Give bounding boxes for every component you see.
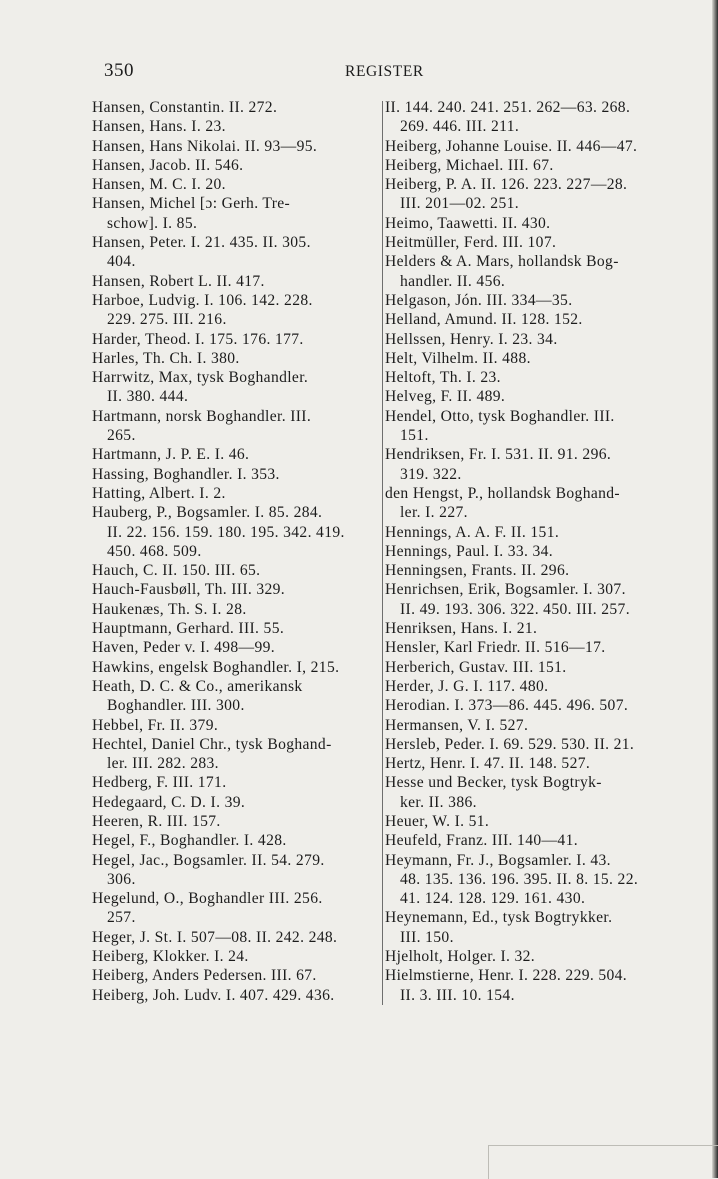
index-entry-line: Hendel, Otto, tysk Boghandler. III.: [385, 407, 615, 425]
index-entry-line: den Hengst, P., hollandsk Boghand-: [385, 484, 620, 502]
index-entry: [385, 735, 667, 754]
index-entry-line: Hermansen, V. I. 527.: [385, 716, 529, 734]
index-entry-line: 41. 124. 128. 129. 161. 430.: [400, 890, 586, 908]
index-entry-line: 257.: [107, 909, 136, 927]
index-entry: [92, 677, 374, 716]
index-entry: [92, 484, 374, 503]
index-column-left: [92, 98, 374, 1005]
index-entry: [385, 677, 667, 696]
index-entry-line: II. 49. 193. 306. 322. 450. III. 257.: [400, 600, 630, 618]
index-entry-line: Helland, Amund. II. 128. 152.: [385, 311, 583, 329]
index-entry: [92, 600, 374, 619]
index-entry: [385, 831, 667, 850]
index-entry-line: Hauch, C. II. 150. III. 65.: [92, 562, 261, 580]
index-entry-line: Heymann, Fr. J., Bogsamler. I. 43.: [385, 851, 611, 869]
index-entry: [385, 542, 667, 561]
index-entry: [92, 156, 374, 175]
index-entry-line: Herodian. I. 373—86. 445. 496. 507.: [385, 697, 629, 715]
index-entry-line: schow]. I. 85.: [107, 214, 198, 232]
index-entry-line: Helt, Vilhelm. II. 488.: [385, 349, 531, 367]
index-entry-line: Harboe, Ludvig. I. 106. 142. 228.: [92, 291, 313, 309]
index-entry: [92, 503, 374, 561]
column-divider: [382, 101, 383, 1005]
index-entry: [385, 638, 667, 657]
index-entry-line: Heitmüller, Ferd. III. 107.: [385, 234, 557, 252]
index-entry-line: Hegel, Jac., Bogsamler. II. 54. 279.: [92, 851, 325, 869]
index-entry-line: Heeren, R. III. 157.: [92, 812, 221, 830]
index-entry: [385, 407, 667, 446]
index-entry: [92, 735, 374, 774]
index-entry-line: III. 150.: [400, 928, 454, 946]
index-entry-line: Hartmann, J. P. E. I. 46.: [92, 446, 250, 464]
index-entry-line: 229. 275. III. 216.: [107, 311, 227, 329]
index-entry-line: Heufeld, Franz. III. 140—41.: [385, 832, 578, 850]
index-entry-line: Hebbel, Fr. II. 379.: [92, 716, 219, 734]
index-entry-line: Heuer, W. I. 51.: [385, 812, 490, 830]
index-entry: [92, 716, 374, 735]
index-entry-line: Hellssen, Henry. I. 23. 34.: [385, 330, 558, 348]
index-entry: [92, 889, 374, 928]
index-entry-line: Helveg, F. II. 489.: [385, 388, 506, 406]
index-entry-line: Boghandler. III. 300.: [107, 697, 245, 715]
index-entry-line: Henriksen, Hans. I. 21.: [385, 620, 538, 638]
index-entry: [385, 851, 667, 909]
index-entry-line: 306.: [107, 870, 136, 888]
index-entry: [92, 291, 374, 330]
index-entry: [385, 214, 667, 233]
index-entry: [385, 252, 667, 291]
index-entry: [92, 98, 374, 117]
index-entry: [92, 851, 374, 890]
index-entry: [385, 947, 667, 966]
index-entry-line: 319. 322.: [400, 465, 462, 483]
index-entry-line: Haven, Peder v. I. 498—99.: [92, 639, 276, 657]
index-entry: [385, 619, 667, 638]
index-entry-line: Hawkins, engelsk Boghandler. I, 215.: [92, 658, 340, 676]
index-entry-line: Heiberg, Johanne Louise. II. 446—47.: [385, 137, 638, 155]
index-entry-line: Hansen, Peter. I. 21. 435. II. 305.: [92, 234, 311, 252]
index-entry: [385, 330, 667, 349]
index-entry-line: 450. 468. 509.: [107, 542, 202, 560]
index-entry: [385, 349, 667, 368]
index-entry: [92, 368, 374, 407]
index-entry-line: II. 22. 156. 159. 180. 195. 342. 419.: [107, 523, 345, 541]
index-entry-line: Heynemann, Ed., tysk Bogtrykker.: [385, 909, 613, 927]
index-entry: [92, 349, 374, 368]
index-entry: [92, 928, 374, 947]
index-entry-line: Haukenæs, Th. S. I. 28.: [92, 600, 247, 618]
index-entry-line: III. 201—02. 251.: [400, 195, 519, 213]
index-entry-line: Hegel, F., Boghandler. I. 428.: [92, 832, 287, 850]
index-entry: [385, 966, 667, 1005]
index-entry: [385, 233, 667, 252]
index-entry: [385, 137, 667, 156]
index-entry-line: Harles, Th. Ch. I. 380.: [92, 349, 240, 367]
index-entry-line: Hennings, A. A. F. II. 151.: [385, 523, 560, 541]
index-entry: [92, 445, 374, 464]
index-entry-line: II. 3. III. 10. 154.: [400, 986, 515, 1004]
index-entry-line: Hedegaard, C. D. I. 39.: [92, 793, 246, 811]
index-entry-line: Hechtel, Daniel Chr., tysk Boghand-: [92, 735, 332, 753]
index-entry-line: Heiberg, P. A. II. 126. 223. 227—28.: [385, 176, 628, 194]
index-entry: [385, 387, 667, 406]
index-entry: [385, 773, 667, 812]
index-entry-line: 265.: [107, 427, 136, 445]
index-entry-line: Helders & A. Mars, hollandsk Bog-: [385, 253, 619, 271]
index-entry-line: Henningsen, Frants. II. 296.: [385, 562, 570, 580]
index-entry-line: Hansen, Robert L. II. 417.: [92, 272, 265, 290]
index-entry: [385, 175, 667, 214]
index-entry-line: Heath, D. C. & Co., amerikansk: [92, 677, 303, 695]
index-entry-line: Heiberg, Michael. III. 67.: [385, 156, 554, 174]
index-entry-line: Hendriksen, Fr. I. 531. II. 91. 296.: [385, 446, 612, 464]
index-entry-line: Hansen, Hans. I. 23.: [92, 118, 226, 136]
index-entry-line: Hennings, Paul. I. 33. 34.: [385, 542, 554, 560]
index-entry-line: Hielmstierne, Henr. I. 228. 229. 504.: [385, 967, 628, 985]
index-entry-line: handler. II. 456.: [400, 272, 506, 290]
index-entry-line: Hatting, Albert. I. 2.: [92, 484, 226, 502]
index-entry: [92, 619, 374, 638]
index-entry: [92, 986, 374, 1005]
index-entry-line: ker. II. 386.: [400, 793, 477, 811]
index-entry: [385, 156, 667, 175]
index-entry-line: Hjelholt, Holger. I. 32.: [385, 948, 536, 966]
index-entry-line: 269. 446. III. 211.: [400, 118, 520, 136]
index-entry: [92, 233, 374, 272]
index-entry-line: Hedberg, F. III. 171.: [92, 774, 227, 792]
index-entry-line: Hauberg, P., Bogsamler. I. 85. 284.: [92, 504, 323, 522]
index-entry-line: Harrwitz, Max, tysk Boghandler.: [92, 369, 309, 387]
index-entry-line: Heimo, Taawetti. II. 430.: [385, 214, 551, 232]
index-entry: [385, 98, 667, 137]
index-entry: [385, 368, 667, 387]
index-entry-line: Hansen, Hans Nikolai. II. 93—95.: [92, 137, 318, 155]
index-entry-line: Hansen, Michel [ɔ: Gerh. Tre-: [92, 195, 291, 213]
index-entry-line: Hertz, Henr. I. 47. II. 148. 527.: [385, 755, 591, 773]
index-entry: [385, 580, 667, 619]
index-entry: [385, 716, 667, 735]
index-entry-line: Hansen, M. C. I. 20.: [92, 176, 226, 194]
index-entry: [385, 445, 667, 484]
index-entry-line: Herder, J. G. I. 117. 480.: [385, 677, 549, 695]
index-entry: [92, 465, 374, 484]
index-entry-line: Hartmann, norsk Boghandler. III.: [92, 407, 312, 425]
index-entry: [92, 793, 374, 812]
index-entry: [92, 175, 374, 194]
index-entry-line: Heiberg, Anders Pedersen. III. 67.: [92, 967, 317, 985]
index-entry: [385, 908, 667, 947]
index-entry-line: Heiberg, Joh. Ludv. I. 407. 429. 436.: [92, 986, 335, 1004]
index-entry-line: 151.: [400, 427, 429, 445]
index-entry-line: Hauch-Fausbøll, Th. III. 329.: [92, 581, 286, 599]
index-entry: [92, 580, 374, 599]
index-entry-line: Hegelund, O., Boghandler III. 256.: [92, 890, 323, 908]
index-entry: [385, 561, 667, 580]
index-entry: [92, 117, 374, 136]
index-entry: [92, 658, 374, 677]
index-entry-line: Hensler, Karl Friedr. II. 516—17.: [385, 639, 606, 657]
index-entry-line: Hansen, Jacob. II. 546.: [92, 156, 244, 174]
index-entry-line: Hassing, Boghandler. I. 353.: [92, 465, 280, 483]
index-entry-line: Henrichsen, Erik, Bogsamler. I. 307.: [385, 581, 626, 599]
index-entry-line: Hauptmann, Gerhard. III. 55.: [92, 620, 285, 638]
index-entry: [92, 407, 374, 446]
running-title: REGISTER: [345, 63, 424, 80]
index-entry: [92, 137, 374, 156]
index-entry: [385, 658, 667, 677]
index-entry-line: Herberich, Gustav. III. 151.: [385, 658, 567, 676]
index-entry-line: Hansen, Constantin. II. 272.: [92, 99, 278, 116]
index-entry-line: Hesse und Becker, tysk Bogtryk-: [385, 774, 602, 792]
index-entry-line: ler. I. 227.: [400, 504, 468, 522]
index-entry: [92, 947, 374, 966]
scan-corner-mark: [488, 1145, 718, 1179]
page-number: 350: [104, 60, 134, 81]
index-entry: [92, 330, 374, 349]
index-entry: [385, 754, 667, 773]
index-entry-line: 48. 135. 136. 196. 395. II. 8. 15. 22.: [400, 870, 639, 888]
index-entry: [92, 194, 374, 233]
index-entry: [385, 523, 667, 542]
index-entry: [92, 966, 374, 985]
index-entry: [92, 773, 374, 792]
index-entry: [385, 812, 667, 831]
page-edge-shadow: [712, 0, 718, 1178]
index-entry: [92, 638, 374, 657]
index-entry: [92, 812, 374, 831]
index-entry: [385, 484, 667, 523]
index-entry: [92, 831, 374, 850]
index-entry: [92, 272, 374, 291]
index-entry-line: Harder, Theod. I. 175. 176. 177.: [92, 330, 304, 348]
index-entry-line: Heltoft, Th. I. 23.: [385, 369, 501, 387]
index-entry: [385, 310, 667, 329]
index-entry-line: Heger, J. St. I. 507—08. II. 242. 248.: [92, 928, 338, 946]
index-entry-line: II. 144. 240. 241. 251. 262—63. 268.: [385, 99, 631, 116]
index-entry: [385, 291, 667, 310]
index-entry-line: II. 380. 444.: [107, 388, 189, 406]
index-entry: [92, 561, 374, 580]
index-entry-line: ler. III. 282. 283.: [107, 755, 219, 773]
index-entry-line: Hersleb, Peder. I. 69. 529. 530. II. 21.: [385, 735, 635, 753]
index-entry: [385, 696, 667, 715]
index-entry-line: Heiberg, Klokker. I. 24.: [92, 948, 249, 966]
index-entry-line: 404.: [107, 253, 136, 271]
page-header: [0, 58, 718, 86]
index-entry-line: Helgason, Jón. III. 334—35.: [385, 291, 573, 309]
index-column-right: [385, 98, 667, 1005]
